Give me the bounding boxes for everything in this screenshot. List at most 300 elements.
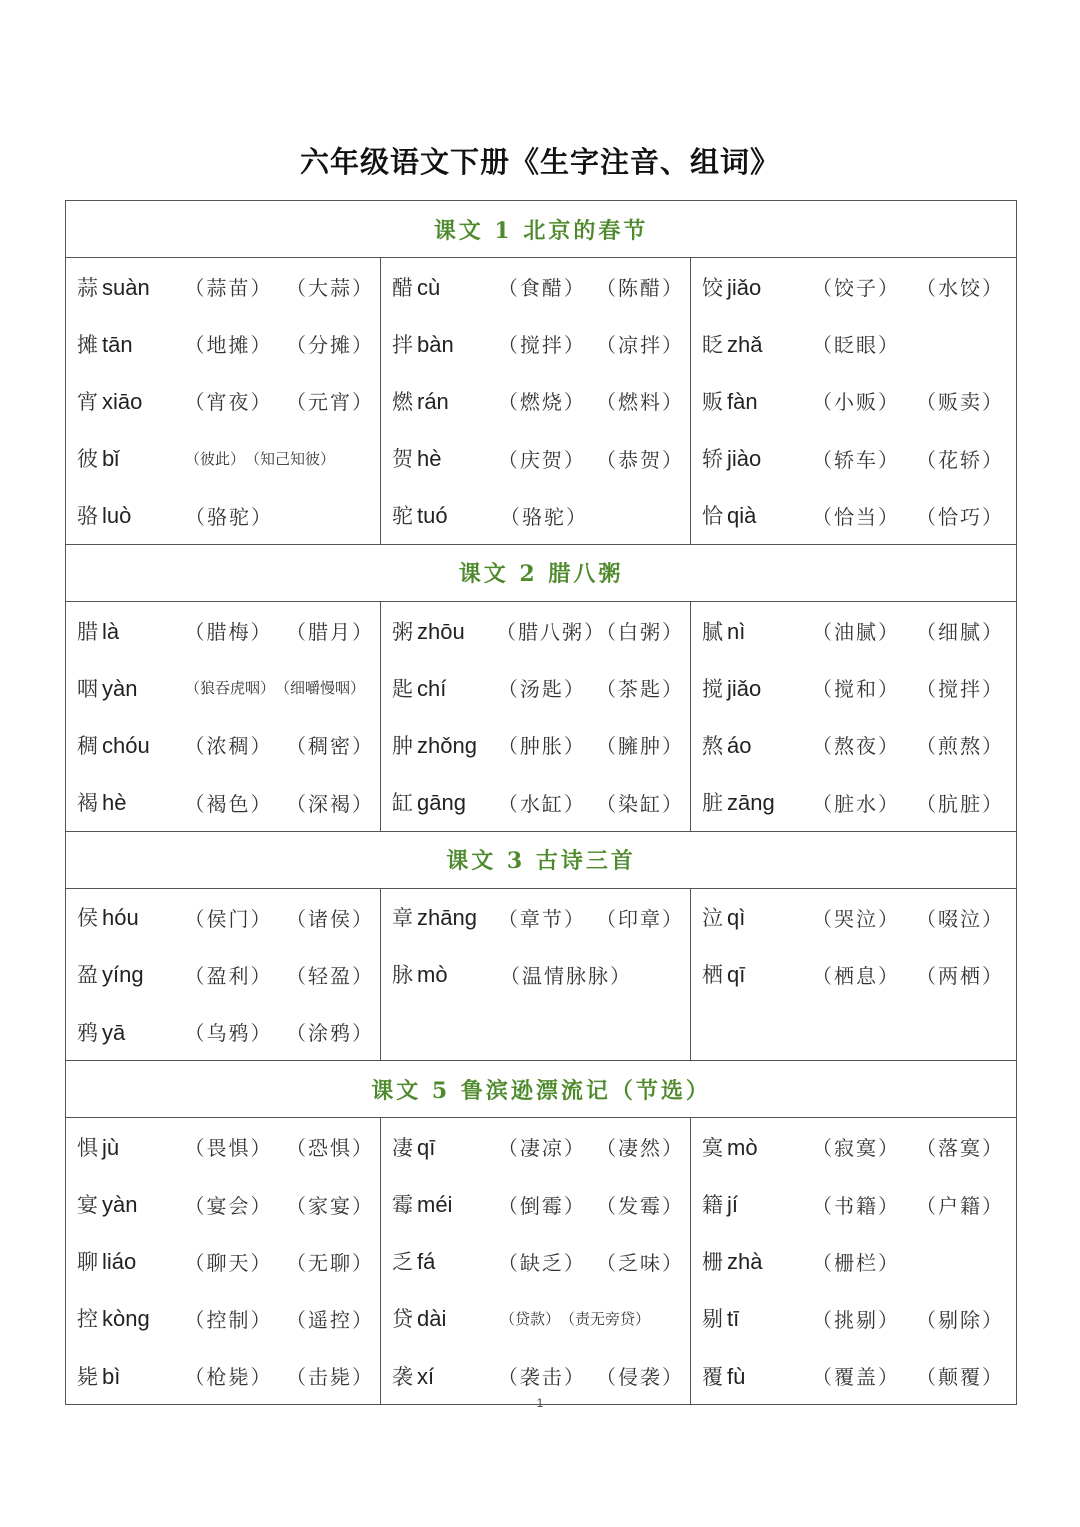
hanzi: 脉 [392,963,413,988]
word-1: （庆贺） [497,447,586,472]
word-column [691,258,1017,545]
word-1: （轿车） [812,447,900,472]
word-1: （书籍） [812,1193,900,1218]
word-1: （畏惧） [184,1136,273,1161]
hanzi: 宵 [77,389,98,414]
pinyin: mò [727,1134,758,1160]
pinyin: zhà [727,1249,763,1275]
pinyin: cù [417,274,441,300]
page-title: 六年级语文下册《生字注音、组词》 [299,145,780,179]
word-2: （轻盈） [286,963,374,988]
word-1: （彼此） [185,449,246,468]
vocab-entry [702,774,1010,831]
vocab-entry [702,1290,1010,1347]
pinyin: yàn [102,675,138,701]
word-1: （饺子） [812,276,900,301]
entry-head [392,673,498,703]
word-column [691,1118,1017,1405]
lesson-heading: 课文 1 北京的春节 [66,201,1017,258]
word-1: （贷款） [500,1309,561,1328]
pinyin: jí [727,1192,738,1218]
word-1: （褐色） [184,791,273,816]
word-2: （遥控） [286,1307,374,1332]
lesson-header-row [66,1061,1017,1118]
hanzi: 脏 [702,791,723,816]
entry-head [702,616,812,646]
lesson-heading: 课文 3 古诗三首 [66,831,1017,888]
word-1: （小贩） [812,390,900,415]
vocab-entry [392,430,684,487]
lesson-heading: 课文 2 腊八粥 [66,544,1017,601]
word-column [691,601,1017,831]
entry-head [392,730,498,760]
pinyin: tī [727,1306,740,1332]
entry-head [702,1361,812,1391]
word-1: （枪毙） [184,1365,273,1390]
vocab-entry [77,315,374,372]
word-1: （油腻） [812,620,900,645]
word-1: （肿胀） [497,734,586,759]
hanzi: 彼 [77,447,98,472]
pinyin: jiǎo [727,274,762,300]
hanzi: 控 [77,1307,98,1332]
word-1: （蒜苗） [184,276,273,301]
word-2: （腊月） [286,620,374,645]
word-1: （水缸） [497,791,586,816]
pinyin: tān [102,331,133,357]
hanzi: 饺 [702,275,723,300]
hanzi: 熬 [702,733,723,758]
entry-head [77,787,184,817]
word-2: （陈醋） [596,276,684,301]
hanzi: 泣 [702,906,723,931]
entry-head [77,1246,184,1276]
page-number: 1 [536,1396,544,1410]
word-2: （稠密） [286,734,374,759]
hanzi: 轿 [702,447,723,472]
entry-head [77,1017,184,1047]
vocab-entry [702,716,1010,773]
vocab-entry [77,889,374,946]
vocab-entry [702,659,1010,716]
pinyin: hè [102,790,127,816]
vocab-entry [77,1118,374,1175]
pinyin: chóu [102,732,150,758]
word-1: （栅栏） [812,1250,900,1275]
vocab-entry [77,602,374,659]
hanzi: 贺 [392,447,413,472]
hanzi: 聊 [77,1250,98,1275]
vocab-entry [702,946,1010,1003]
hanzi: 腻 [702,619,723,644]
vocab-entry [77,1290,374,1347]
word-1: （骆驼） [500,504,588,529]
vocab-entry [77,1233,374,1290]
vocab-entry [77,1347,374,1404]
pinyin: qià [727,503,757,529]
entry-head [77,1132,184,1162]
pinyin: xí [417,1363,435,1389]
hanzi: 匙 [392,676,413,701]
vocabulary-table [65,200,1017,1405]
vocab-entry [702,889,1010,946]
word-2: （乏味） [596,1250,684,1275]
word-2: （恐惧） [286,1136,374,1161]
lesson-body-row [66,1118,1017,1405]
vocab-entry [392,1290,684,1347]
hanzi: 凄 [392,1135,413,1160]
word-1: （寂寞） [812,1136,900,1161]
word-1: （腊八粥） [496,620,606,645]
pinyin: zhǎ [727,331,763,357]
vocab-entry [702,1118,1010,1175]
word-column [381,1118,691,1405]
word-1: （搅拌） [497,333,586,358]
hanzi: 栖 [702,963,723,988]
hanzi: 搅 [702,676,723,701]
word-1: （聊天） [184,1250,273,1275]
entry-head [702,329,812,359]
pinyin: bì [102,1363,121,1389]
word-2: （击毙） [286,1365,374,1390]
entry-head [392,787,498,817]
vocab-entry [392,889,684,946]
hanzi: 摊 [77,332,98,357]
word-2: （花轿） [916,447,1004,472]
pinyin: rán [417,388,449,414]
entry-head [77,730,184,760]
lesson-header-row [66,831,1017,888]
entry-head [392,902,498,932]
word-1: （缺乏） [497,1250,586,1275]
entry-head [702,443,812,473]
word-2: （元宵） [286,390,374,415]
entry-head [77,272,184,302]
lesson-heading: 课文 5 鲁滨逊漂流记（节选） [66,1061,1017,1118]
word-2: （责无旁贷） [560,1309,651,1328]
entry-head [392,1361,498,1391]
hanzi: 蒜 [77,275,98,300]
vocab-entry [392,372,684,429]
word-1: （袭击） [497,1365,586,1390]
word-2: （凉拌） [596,333,684,358]
word-2: （剔除） [916,1307,1004,1332]
entry-head [702,902,812,932]
hanzi: 拌 [392,332,413,357]
hanzi: 眨 [702,332,723,357]
vocab-entry [392,659,684,716]
word-2: （分摊） [286,333,374,358]
vocab-entry [77,1003,374,1060]
entry-head [702,1132,812,1162]
hanzi: 宴 [77,1193,98,1218]
pinyin: fàn [727,388,758,414]
word-1: （脏水） [812,791,900,816]
entry-head [702,787,812,817]
word-1: （倒霉） [497,1193,586,1218]
hanzi: 剔 [702,1307,723,1332]
vocab-entry [77,258,374,315]
word-2: （啜泣） [916,906,1004,931]
entry-head [77,1303,184,1333]
lesson-body-row [66,601,1017,831]
word-1: （眨眼） [812,333,900,358]
pinyin: qī [727,962,746,988]
pinyin: zhǒng [417,732,477,758]
word-2: （肮脏） [916,791,1004,816]
word-1: （搅和） [812,677,900,702]
hanzi: 骆 [77,504,98,529]
hanzi: 盈 [77,963,98,988]
word-column [381,888,691,1061]
word-1: （宵夜） [184,390,273,415]
pinyin: suàn [102,274,150,300]
vocab-entry [392,258,684,315]
pinyin: luò [102,503,132,529]
word-2: （侵袭） [596,1365,684,1390]
vocab-entry [77,774,374,831]
hanzi: 袭 [392,1364,413,1389]
pinyin: fá [417,1249,436,1275]
hanzi: 缸 [392,791,413,816]
entry-head [702,272,812,302]
word-2: （煎熬） [916,734,1004,759]
vocab-entry [392,315,684,372]
word-1: （栖息） [812,963,900,988]
pinyin: gāng [417,790,466,816]
word-1: （章节） [497,906,586,931]
entry-head [392,443,498,473]
hanzi: 鸦 [77,1020,98,1045]
word-2: （臃肿） [596,734,684,759]
hanzi: 寞 [702,1135,723,1160]
word-2: （搅拌） [916,677,1004,702]
vocab-entry [77,946,374,1003]
word-1: （腊梅） [184,620,273,645]
pinyin: chí [417,675,447,701]
word-column [66,1118,381,1405]
hanzi: 乏 [392,1250,413,1275]
word-1: （哭泣） [812,906,900,931]
hanzi: 醋 [392,275,413,300]
entry-head [77,902,184,932]
pinyin: yíng [102,962,144,988]
vocab-entry [392,1175,684,1232]
hanzi: 褐 [77,791,98,816]
entry-head [702,1189,812,1219]
pinyin: bǐ [102,446,120,472]
word-2: （细腻） [916,620,1004,645]
word-2: （白粥） [596,620,684,645]
entry-head [77,959,184,989]
word-1: （宴会） [184,1193,273,1218]
word-1: （浓稠） [184,734,273,759]
pinyin: mò [417,962,448,988]
word-column [66,888,381,1061]
entry-head [77,500,185,530]
hanzi: 稠 [77,733,98,758]
hanzi: 驼 [392,504,413,529]
vocab-entry [77,487,374,544]
vocab-entry [702,1233,1010,1290]
vocab-entry [77,430,374,487]
vocab-entry [392,1233,684,1290]
entry-head [702,959,812,989]
word-2: （细嚼慢咽） [275,679,366,698]
entry-head [702,500,812,530]
word-2: （大蒜） [286,276,374,301]
pinyin: tuó [417,503,448,529]
pinyin: xiāo [102,388,143,414]
vocab-entry [702,1175,1010,1232]
hanzi: 咽 [77,676,98,701]
word-2: （家宴） [286,1193,374,1218]
lesson-body-row [66,888,1017,1061]
word-column [66,601,381,831]
word-1: （侯门） [184,906,273,931]
word-2: （贩卖） [916,390,1004,415]
vocab-entry [702,315,1010,372]
vocab-entry [702,487,1010,544]
word-2: （凄然） [596,1136,684,1161]
vocab-entry [702,430,1010,487]
word-2: （恭贺） [596,447,684,472]
pinyin: hóu [102,905,139,931]
pinyin: méi [417,1192,453,1218]
lesson-header-row [66,201,1017,258]
word-1: （恰当） [812,504,900,529]
vocab-entry [392,1118,684,1175]
hanzi: 惧 [77,1135,98,1160]
word-1: （熬夜） [812,734,900,759]
word-2: （发霉） [596,1193,684,1218]
entry-head [77,1361,184,1391]
word-2: （户籍） [916,1193,1004,1218]
word-1: （控制） [184,1307,273,1332]
entry-head [77,673,185,703]
hanzi: 恰 [702,504,723,529]
hanzi: 粥 [392,619,413,644]
word-1: （温情脉脉） [500,963,632,988]
word-1: （狼吞虎咽） [185,679,276,698]
entry-head [77,1189,184,1219]
pinyin: là [102,618,120,644]
pinyin: liáo [102,1249,137,1275]
word-1: （骆驼） [185,504,273,529]
entry-head [702,386,812,416]
entry-head [392,1303,500,1333]
pinyin: zhāng [417,905,477,931]
entry-head [392,1246,498,1276]
entry-head [392,272,498,302]
entry-head [702,673,812,703]
hanzi: 贷 [392,1307,413,1332]
word-1: （盈利） [184,963,273,988]
hanzi: 燃 [392,389,413,414]
word-2: （染缸） [596,791,684,816]
entry-head [392,959,500,989]
pinyin: nì [727,618,746,644]
word-1: （地摊） [184,333,273,358]
entry-head [392,500,500,530]
word-2: （燃料） [596,390,684,415]
entry-head [77,616,184,646]
pinyin: hè [417,446,442,472]
pinyin: jiào [727,446,762,472]
hanzi: 章 [392,906,413,931]
vocab-entry [77,716,374,773]
entry-head [702,730,812,760]
word-column [381,258,691,545]
vocab-entry [392,774,684,831]
word-2: （颠覆） [916,1365,1004,1390]
vocab-entry [702,602,1010,659]
vocab-entry [702,1347,1010,1404]
hanzi: 栅 [702,1250,723,1275]
hanzi: 毙 [77,1364,98,1389]
word-column [66,258,381,545]
entry-head [702,1303,812,1333]
pinyin: yā [102,1019,126,1045]
entry-head [77,386,184,416]
pinyin: zhōu [417,618,465,644]
vocab-entry [392,946,684,1003]
word-1: （燃烧） [497,390,586,415]
word-2: （深褐） [286,791,374,816]
hanzi: 霉 [392,1193,413,1218]
vocab-entry [392,716,684,773]
pinyin: jiǎo [727,675,762,701]
pinyin: fù [727,1363,746,1389]
entry-head [392,329,498,359]
entry-head [392,1189,498,1219]
word-1: （食醋） [497,276,586,301]
word-2: （无聊） [286,1250,374,1275]
word-2: （知己知彼） [245,449,336,468]
pinyin: kòng [102,1306,150,1332]
pinyin: qì [727,905,746,931]
hanzi: 贩 [702,389,723,414]
lesson-body-row [66,258,1017,545]
pinyin: áo [727,732,752,758]
lesson-header-row [66,544,1017,601]
hanzi: 籍 [702,1193,723,1218]
word-column [691,888,1017,1061]
word-1: （凄凉） [497,1136,586,1161]
word-1: （覆盖） [812,1365,900,1390]
vocab-entry [77,372,374,429]
hanzi: 覆 [702,1364,723,1389]
pinyin: dài [417,1306,447,1332]
entry-head [392,1132,498,1162]
entry-head [392,386,498,416]
entry-head [392,616,496,646]
word-1: （乌鸦） [184,1021,273,1046]
vocab-entry [77,659,374,716]
pinyin: bàn [417,331,454,357]
word-2: （落寞） [916,1136,1004,1161]
word-column [381,601,691,831]
hanzi: 侯 [77,906,98,931]
word-2: （两栖） [916,963,1004,988]
vocab-entry [392,487,684,544]
pinyin: jù [102,1134,120,1160]
pinyin: qī [417,1134,436,1160]
vocab-entry [77,1175,374,1232]
vocab-entry [702,258,1010,315]
word-2: （恰巧） [916,504,1004,529]
word-2: （诸侯） [286,906,374,931]
